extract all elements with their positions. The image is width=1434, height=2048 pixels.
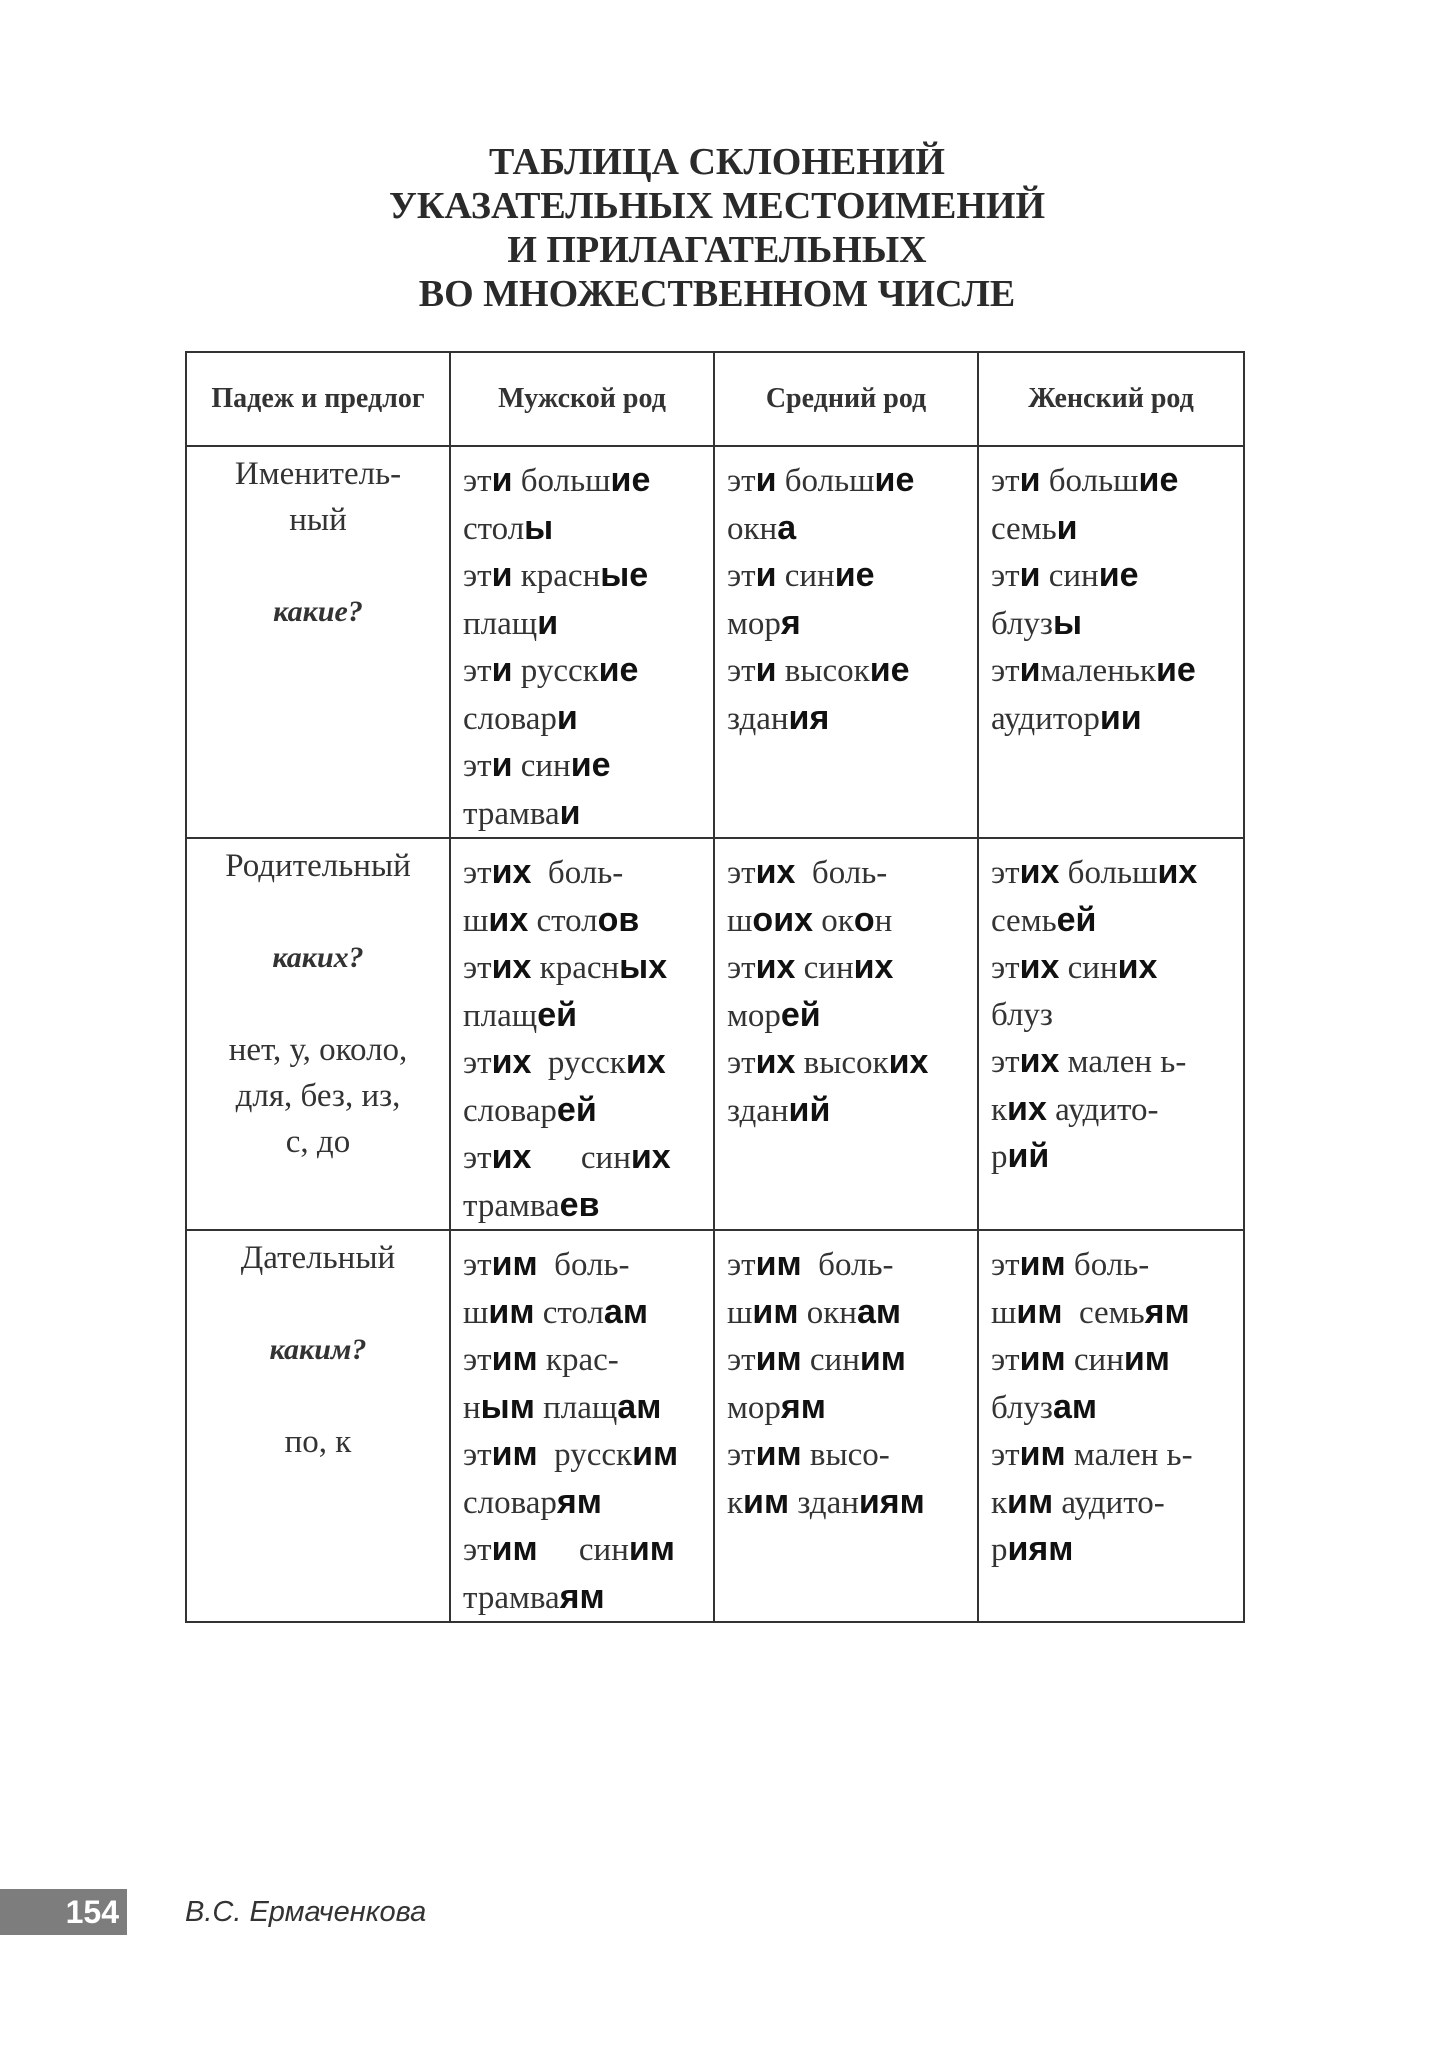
stem: эт bbox=[991, 653, 1020, 689]
case-cell bbox=[186, 446, 450, 838]
ending: им bbox=[628, 1530, 675, 1568]
case-question: каких? bbox=[272, 941, 364, 974]
stem: ш bbox=[463, 1294, 489, 1331]
form-line bbox=[991, 944, 1233, 992]
ending: ей bbox=[537, 995, 577, 1034]
stem: эт bbox=[727, 1247, 756, 1283]
ending: ам bbox=[603, 1292, 648, 1331]
stem: к bbox=[727, 1484, 744, 1521]
ending: им bbox=[859, 1340, 906, 1378]
title-line: ВО МНОЖЕСТВЕННОМ ЧИСЛЕ bbox=[418, 273, 1016, 315]
stem: син bbox=[512, 748, 571, 784]
form-line bbox=[727, 944, 967, 992]
stem: мор bbox=[727, 1389, 781, 1426]
form-line bbox=[463, 1526, 703, 1574]
ending: и bbox=[1019, 556, 1041, 594]
stem: р bbox=[991, 1139, 1008, 1175]
stem: эт bbox=[463, 1532, 492, 1568]
ending: их bbox=[1019, 1042, 1060, 1080]
ending: ям bbox=[556, 1482, 602, 1521]
stem: больш bbox=[1059, 855, 1158, 891]
ending: и bbox=[755, 556, 777, 594]
ending: и bbox=[1056, 508, 1078, 547]
stem: больш bbox=[776, 463, 875, 499]
ending: ям bbox=[780, 1387, 826, 1426]
feminine-forms bbox=[978, 1230, 1244, 1622]
stem: плащ bbox=[463, 997, 538, 1034]
stem: трамва bbox=[463, 795, 560, 832]
form-line bbox=[991, 647, 1233, 695]
form-line bbox=[463, 790, 703, 838]
ending: им bbox=[491, 1340, 538, 1378]
ending: их bbox=[1019, 948, 1060, 986]
ending: им bbox=[755, 1340, 802, 1378]
row-dative bbox=[186, 1230, 1244, 1622]
stem: мор bbox=[727, 997, 781, 1034]
form-line bbox=[991, 552, 1233, 600]
ending: ие bbox=[1098, 556, 1139, 594]
feminine-forms bbox=[978, 838, 1244, 1230]
stem: больш bbox=[512, 463, 611, 499]
case-question: каким? bbox=[269, 1333, 367, 1366]
stem: ш bbox=[991, 1294, 1017, 1331]
neuter-forms bbox=[714, 1230, 978, 1622]
case-preposition: по, к bbox=[284, 1424, 352, 1460]
ending: ев bbox=[559, 1185, 600, 1224]
stem: семь bbox=[1062, 1294, 1145, 1331]
header-masculine: Мужской род bbox=[450, 352, 714, 446]
form-line bbox=[991, 1038, 1233, 1086]
ending: и bbox=[537, 603, 559, 642]
header-feminine: Женский род bbox=[978, 352, 1244, 446]
stem: словар bbox=[463, 1092, 557, 1129]
case-name: ный bbox=[289, 502, 347, 538]
row-genitive bbox=[186, 838, 1244, 1230]
form-line bbox=[727, 1241, 967, 1289]
form-line bbox=[727, 695, 967, 743]
stem: эт bbox=[991, 1247, 1020, 1283]
ending: ие bbox=[1138, 461, 1179, 499]
stem: боль- bbox=[1065, 1247, 1150, 1283]
stem: эт bbox=[463, 1437, 492, 1473]
stem: эт bbox=[727, 950, 756, 986]
form-line bbox=[727, 849, 967, 897]
ending: их bbox=[755, 948, 796, 986]
ending: им bbox=[755, 1245, 802, 1283]
form-line bbox=[463, 1431, 703, 1479]
ending: и bbox=[491, 461, 513, 499]
stem: ш bbox=[727, 902, 753, 939]
ending: их bbox=[755, 1043, 796, 1081]
stem: трамва bbox=[463, 1187, 560, 1224]
form-line bbox=[727, 1479, 967, 1527]
form-line bbox=[727, 1289, 967, 1337]
stem: к bbox=[991, 1484, 1008, 1521]
stem: ш bbox=[727, 1294, 753, 1331]
ending: ые bbox=[600, 556, 649, 594]
case-name: Дательный bbox=[240, 1240, 396, 1276]
stem: русск bbox=[512, 653, 599, 689]
ending: и bbox=[559, 793, 581, 832]
form-line bbox=[727, 992, 967, 1040]
stem: ш bbox=[463, 902, 489, 939]
ending: ие bbox=[834, 556, 875, 594]
stem: мор bbox=[727, 605, 781, 642]
neuter-forms bbox=[714, 446, 978, 838]
form-line bbox=[463, 1039, 703, 1087]
form-line bbox=[727, 1431, 967, 1479]
stem: эт bbox=[463, 855, 492, 891]
ending: ам bbox=[617, 1387, 662, 1426]
ending: и bbox=[491, 556, 513, 594]
stem: окн bbox=[798, 1294, 857, 1331]
form-line bbox=[727, 647, 967, 695]
ending: ия bbox=[788, 698, 830, 737]
case-question: какие? bbox=[273, 595, 363, 628]
form-line bbox=[463, 600, 703, 648]
form-line bbox=[463, 944, 703, 992]
stem: син bbox=[537, 1532, 629, 1568]
masculine-forms bbox=[450, 838, 714, 1230]
ending: ы bbox=[524, 508, 554, 547]
ending: им bbox=[1019, 1435, 1066, 1473]
form-line bbox=[991, 600, 1233, 648]
form-line bbox=[463, 505, 703, 553]
ending: и bbox=[755, 651, 777, 689]
ending: я bbox=[780, 603, 801, 642]
ending: ие bbox=[1155, 651, 1196, 689]
stem: эт bbox=[727, 1045, 756, 1081]
stem: блуз bbox=[991, 1389, 1053, 1426]
form-line bbox=[463, 1241, 703, 1289]
stem: н bbox=[874, 902, 893, 939]
ending: ей bbox=[556, 1090, 597, 1129]
stem: здан bbox=[727, 1092, 789, 1129]
ending: их bbox=[1157, 853, 1198, 891]
stem: русск bbox=[537, 1437, 633, 1473]
form-line bbox=[991, 897, 1233, 945]
stem: эт bbox=[463, 463, 492, 499]
stem: аудито- bbox=[1053, 1484, 1165, 1521]
ending: ям bbox=[1144, 1292, 1190, 1331]
form-line bbox=[463, 992, 703, 1040]
stem: эт bbox=[991, 950, 1020, 986]
stem: эт bbox=[463, 1045, 492, 1081]
stem: эт bbox=[463, 1140, 492, 1176]
stem: син bbox=[795, 950, 854, 986]
ending: им bbox=[743, 1482, 790, 1521]
form-line bbox=[727, 552, 967, 600]
stem: боль- bbox=[537, 1247, 630, 1283]
stem: ок bbox=[813, 902, 854, 939]
stem: больш bbox=[1040, 463, 1139, 499]
ending: ям bbox=[559, 1577, 605, 1616]
form-line bbox=[991, 992, 1233, 1039]
form-line bbox=[991, 1384, 1233, 1432]
ending: им bbox=[1123, 1340, 1170, 1378]
title-line: И ПРИЛАГАТЕЛЬНЫХ bbox=[507, 229, 927, 271]
ending: ым bbox=[480, 1387, 535, 1426]
stem: красн bbox=[531, 950, 620, 986]
ending: ов bbox=[597, 900, 640, 939]
ending: их bbox=[630, 1138, 671, 1176]
stem: красн bbox=[512, 558, 601, 594]
ending: им bbox=[491, 1530, 538, 1568]
stem: р bbox=[991, 1532, 1008, 1568]
stem: н bbox=[463, 1389, 481, 1426]
ending: ых bbox=[619, 948, 668, 986]
stem: мален ь- bbox=[1059, 1044, 1187, 1080]
ending: им bbox=[1019, 1340, 1066, 1378]
ending: ие bbox=[570, 746, 611, 784]
form-line bbox=[991, 1133, 1233, 1181]
form-line bbox=[991, 1526, 1233, 1574]
ending: им bbox=[632, 1435, 679, 1473]
form-line bbox=[463, 1182, 703, 1230]
form-line bbox=[463, 1134, 703, 1182]
stem: блуз bbox=[991, 605, 1053, 642]
ending: им bbox=[488, 1292, 535, 1331]
ending: ие bbox=[598, 651, 639, 689]
ending: ам bbox=[1052, 1387, 1098, 1426]
author-name: В.С. Ермаченкова bbox=[185, 1896, 427, 1928]
case-name: Родительный bbox=[225, 848, 411, 884]
stem: аудито- bbox=[1046, 1091, 1159, 1128]
title-line: УКАЗАТЕЛЬНЫХ МЕСТОИМЕНИЙ bbox=[388, 185, 1046, 227]
stem: окн bbox=[727, 510, 778, 547]
stem: эт bbox=[991, 855, 1020, 891]
stem: к bbox=[991, 1091, 1008, 1128]
stem: словар bbox=[463, 700, 557, 737]
ending: их bbox=[1019, 853, 1060, 891]
stem: эт bbox=[991, 1437, 1020, 1473]
form-line bbox=[463, 1289, 703, 1337]
ending: им bbox=[1007, 1482, 1054, 1521]
header-neuter: Средний род bbox=[714, 352, 978, 446]
form-line bbox=[991, 1431, 1233, 1479]
masculine-forms bbox=[450, 1230, 714, 1622]
ending: оих bbox=[752, 900, 814, 939]
feminine-forms bbox=[978, 446, 1244, 838]
ending: их bbox=[491, 948, 532, 986]
form-line bbox=[727, 1336, 967, 1384]
stem: трамва bbox=[463, 1579, 560, 1616]
form-line bbox=[463, 552, 703, 600]
stem: семь bbox=[991, 902, 1057, 939]
ending: их bbox=[1007, 1089, 1047, 1128]
form-line bbox=[463, 1336, 703, 1384]
ending: им bbox=[752, 1292, 799, 1331]
ending: ей bbox=[1056, 900, 1097, 939]
form-line bbox=[727, 1039, 967, 1087]
stem: эт bbox=[991, 558, 1020, 594]
stem: аудитор bbox=[991, 700, 1100, 737]
stem: здан bbox=[727, 700, 789, 737]
form-line bbox=[727, 457, 967, 505]
stem: эт bbox=[463, 748, 492, 784]
form-line bbox=[727, 600, 967, 648]
stem: эт bbox=[727, 855, 756, 891]
form-line bbox=[991, 505, 1233, 553]
ending: их bbox=[1117, 948, 1158, 986]
stem: син bbox=[531, 1140, 631, 1176]
stem: син bbox=[776, 558, 835, 594]
stem: эт bbox=[463, 950, 492, 986]
form-line bbox=[463, 1087, 703, 1135]
case-preposition: с, до bbox=[285, 1124, 351, 1160]
form-line bbox=[991, 1479, 1233, 1527]
case-cell bbox=[186, 838, 450, 1230]
stem: эт bbox=[727, 1342, 756, 1378]
ending: о bbox=[853, 900, 875, 939]
stem: крас- bbox=[537, 1342, 619, 1378]
stem: мален ь- bbox=[1065, 1437, 1193, 1473]
ending: их bbox=[755, 853, 796, 891]
ending: ы bbox=[1052, 603, 1083, 642]
ending: им bbox=[491, 1435, 538, 1473]
stem: высок bbox=[776, 653, 870, 689]
ending: их bbox=[625, 1043, 666, 1081]
ending: их bbox=[888, 1043, 929, 1081]
form-line bbox=[727, 1384, 967, 1432]
form-line bbox=[727, 505, 967, 553]
stem: стол bbox=[534, 1294, 604, 1331]
ending: и bbox=[1019, 461, 1041, 499]
stem: русск bbox=[531, 1045, 626, 1081]
ending: им bbox=[1016, 1292, 1063, 1331]
stem: эт bbox=[727, 653, 756, 689]
stem: эт bbox=[727, 558, 756, 594]
case-cell bbox=[186, 1230, 450, 1622]
masculine-forms bbox=[450, 446, 714, 838]
stem: син bbox=[1065, 1342, 1124, 1378]
form-line bbox=[463, 457, 703, 505]
ending: а bbox=[777, 508, 797, 547]
form-line bbox=[463, 695, 703, 743]
stem: эт bbox=[463, 653, 492, 689]
ending: иям bbox=[1007, 1530, 1074, 1568]
form-line bbox=[991, 1289, 1233, 1337]
ending: ии bbox=[1099, 698, 1142, 737]
stem: словар bbox=[463, 1484, 557, 1521]
stem: син bbox=[1059, 950, 1118, 986]
stem: эт bbox=[463, 558, 492, 594]
neuter-forms bbox=[714, 838, 978, 1230]
case-name: Именитель- bbox=[234, 456, 402, 492]
stem: эт bbox=[991, 463, 1020, 499]
stem: эт bbox=[463, 1247, 492, 1283]
stem: здан bbox=[789, 1484, 859, 1521]
header-row bbox=[186, 352, 1244, 446]
stem: стол bbox=[528, 902, 598, 939]
row-nominative bbox=[186, 446, 1244, 838]
stem: стол bbox=[463, 510, 525, 547]
ending: ие bbox=[869, 651, 910, 689]
ending: иям bbox=[858, 1482, 925, 1521]
stem: эт bbox=[991, 1342, 1020, 1378]
form-line bbox=[727, 1087, 967, 1135]
form-line bbox=[991, 1086, 1233, 1134]
stem: блуз bbox=[991, 996, 1053, 1033]
ending: и bbox=[491, 651, 513, 689]
stem: высок bbox=[795, 1045, 889, 1081]
ending: и bbox=[755, 461, 777, 499]
page-number: 154 bbox=[0, 1889, 127, 1935]
stem: высо- bbox=[801, 1437, 890, 1473]
ending: их bbox=[491, 853, 532, 891]
stem: боль- bbox=[795, 855, 888, 891]
ending: их bbox=[491, 1138, 532, 1176]
ending: их bbox=[488, 900, 529, 939]
ending: и bbox=[1019, 651, 1041, 689]
ending: им bbox=[755, 1435, 802, 1473]
form-line bbox=[463, 647, 703, 695]
stem: эт bbox=[463, 1342, 492, 1378]
form-line bbox=[991, 849, 1233, 897]
stem: боль- bbox=[801, 1247, 894, 1283]
stem: боль- bbox=[531, 855, 624, 891]
form-line bbox=[991, 695, 1233, 743]
ending: ие bbox=[874, 461, 915, 499]
form-line bbox=[463, 1574, 703, 1622]
ending: и bbox=[491, 746, 513, 784]
ending: ий bbox=[1007, 1137, 1050, 1175]
header-case: Падеж и предлог bbox=[186, 352, 450, 446]
form-line bbox=[463, 897, 703, 945]
stem: плащ bbox=[463, 605, 538, 642]
ending: их bbox=[491, 1043, 532, 1081]
ending: и bbox=[556, 698, 578, 737]
stem: семь bbox=[991, 510, 1057, 547]
form-line bbox=[991, 457, 1233, 505]
form-line bbox=[463, 1384, 703, 1432]
form-line bbox=[991, 1241, 1233, 1289]
stem: эт bbox=[727, 463, 756, 499]
case-preposition: для, без, из, bbox=[235, 1078, 401, 1114]
ending: ей bbox=[780, 995, 821, 1034]
case-preposition: нет, у, около, bbox=[228, 1032, 408, 1068]
ending: ий bbox=[788, 1090, 831, 1129]
page-title bbox=[0, 140, 1434, 316]
stem: эт bbox=[991, 1044, 1020, 1080]
stem: маленьк bbox=[1040, 653, 1156, 689]
stem: эт bbox=[727, 1437, 756, 1473]
form-line bbox=[463, 742, 703, 790]
stem: син bbox=[801, 1342, 860, 1378]
ending: ие bbox=[610, 461, 651, 499]
declension-table bbox=[185, 351, 1245, 1623]
ending: их bbox=[853, 948, 894, 986]
form-line bbox=[727, 897, 967, 945]
title-line: ТАБЛИЦА СКЛОНЕНИЙ bbox=[489, 141, 945, 183]
form-line bbox=[463, 849, 703, 897]
stem: плащ bbox=[534, 1389, 618, 1426]
ending: им bbox=[491, 1245, 538, 1283]
ending: ам bbox=[856, 1292, 901, 1331]
form-line bbox=[463, 1479, 703, 1527]
ending: им bbox=[1019, 1245, 1066, 1283]
stem: син bbox=[1040, 558, 1099, 594]
form-line bbox=[991, 1336, 1233, 1384]
